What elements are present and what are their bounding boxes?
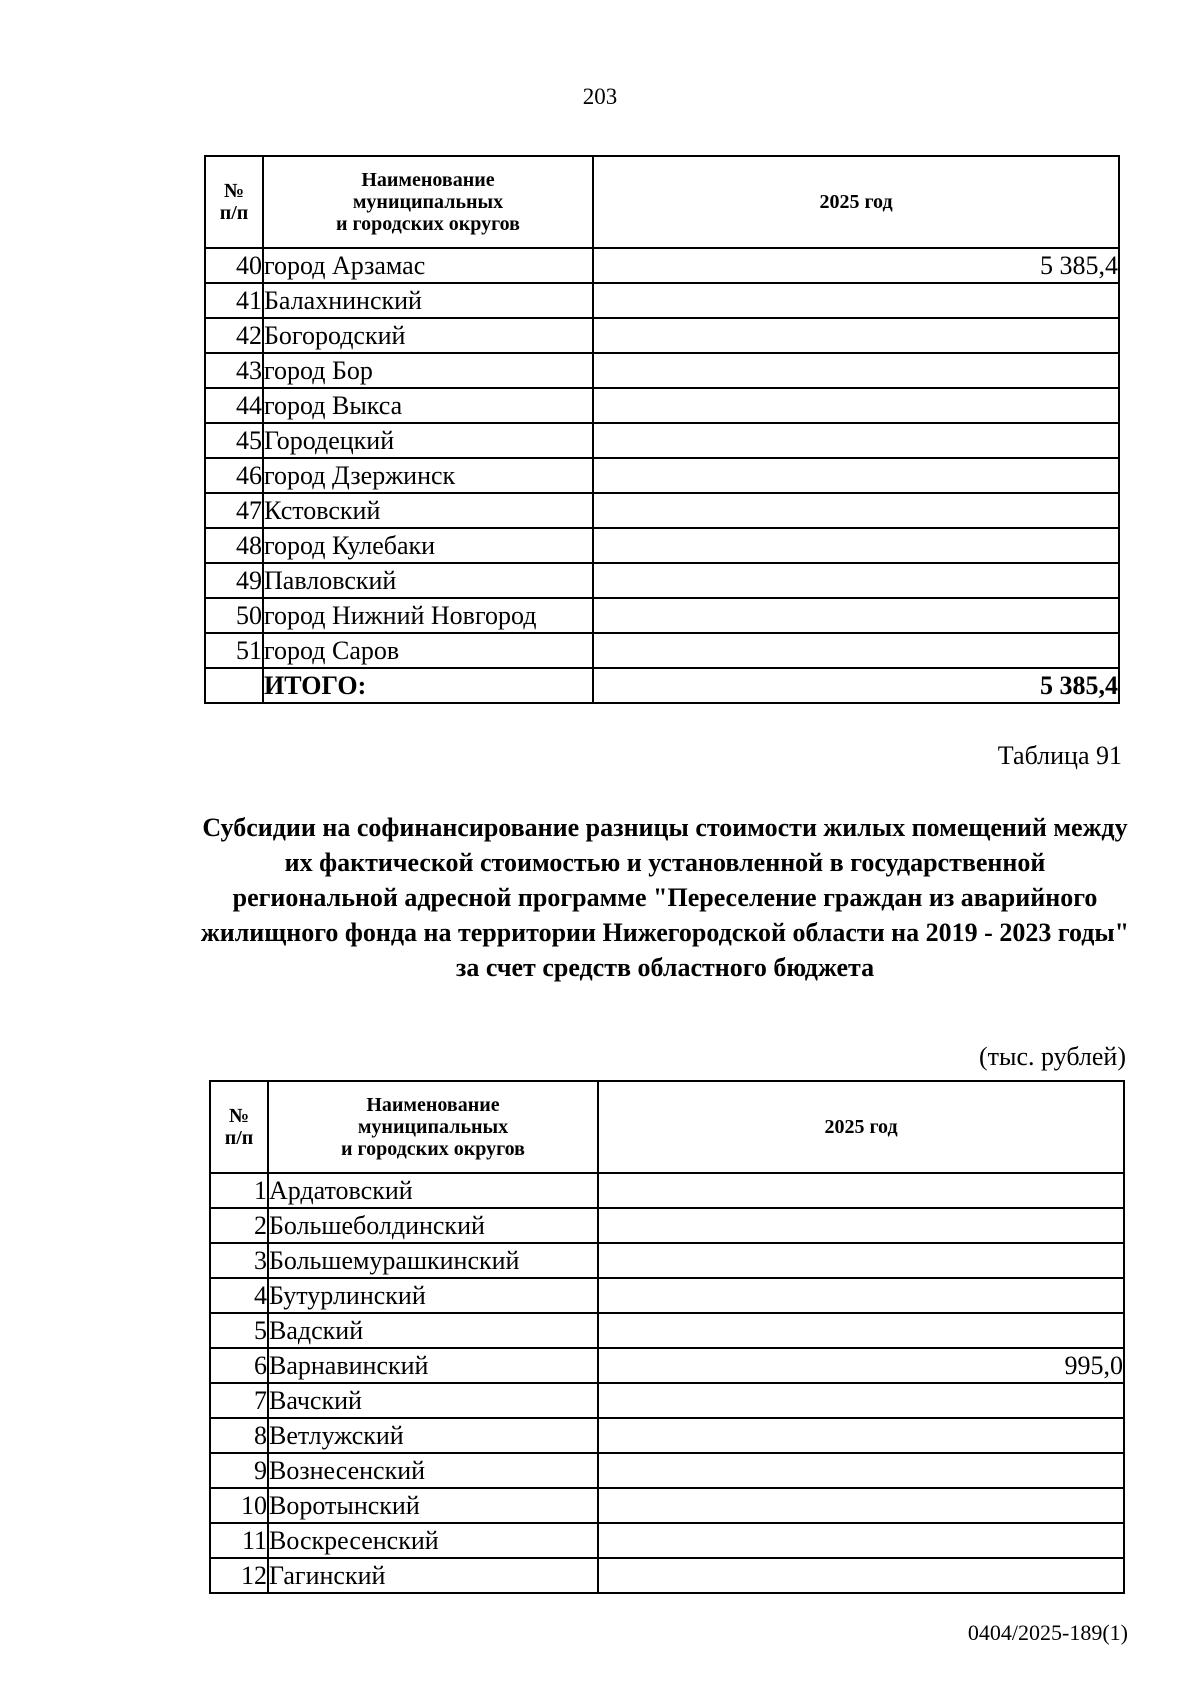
row-value xyxy=(598,1208,1124,1243)
row-number: 9 xyxy=(210,1453,268,1488)
row-number: 10 xyxy=(210,1488,268,1523)
row-number: 50 xyxy=(205,598,263,633)
row-name: Вачский xyxy=(268,1383,598,1418)
row-name: Гагинский xyxy=(268,1558,598,1593)
table-row xyxy=(205,633,1119,668)
row-value xyxy=(593,423,1119,458)
row-value xyxy=(598,1488,1124,1523)
row-name: Балахнинский xyxy=(263,283,593,318)
row-name: Варнавинский xyxy=(268,1348,598,1383)
row-number: 42 xyxy=(205,318,263,353)
row-number: 49 xyxy=(205,563,263,598)
table-2 xyxy=(209,1080,1125,1594)
table-row xyxy=(210,1313,1124,1348)
table-label: Таблица 91 xyxy=(997,741,1122,770)
row-value xyxy=(598,1313,1124,1348)
row-value xyxy=(598,1173,1124,1208)
header-year: 2025 год xyxy=(598,1081,1124,1173)
table-row xyxy=(210,1243,1124,1278)
header-number: № п/п xyxy=(205,156,263,248)
table-row xyxy=(205,493,1119,528)
row-number: 12 xyxy=(210,1558,268,1593)
table-row xyxy=(205,563,1119,598)
row-value xyxy=(593,283,1119,318)
row-name: Большемурашкинский xyxy=(268,1243,598,1278)
row-number: 51 xyxy=(205,633,263,668)
row-number: 2 xyxy=(210,1208,268,1243)
row-number: 1 xyxy=(210,1173,268,1208)
row-name: город Кулебаки xyxy=(263,528,593,563)
row-name: Бутурлинский xyxy=(268,1278,598,1313)
header-name: Наименование муниципальных и городских округов xyxy=(268,1081,598,1173)
row-name: город Арзамас xyxy=(263,248,593,283)
table-2-body xyxy=(210,1081,1124,1593)
row-value xyxy=(598,1558,1124,1593)
table-row xyxy=(210,1278,1124,1313)
row-value xyxy=(593,528,1119,563)
row-number: 4 xyxy=(210,1278,268,1313)
table-row xyxy=(210,1523,1124,1558)
row-value xyxy=(598,1383,1124,1418)
table-row xyxy=(210,1208,1124,1243)
row-name: Кстовский xyxy=(263,493,593,528)
row-number: 45 xyxy=(205,423,263,458)
row-name: Вознесенский xyxy=(268,1453,598,1488)
total-row xyxy=(205,668,1119,703)
row-number: 5 xyxy=(210,1313,268,1348)
page-number: 203 xyxy=(582,84,618,109)
row-value: 5 385,4 xyxy=(593,248,1119,283)
row-value xyxy=(593,598,1119,633)
row-number: 3 xyxy=(210,1243,268,1278)
row-number: 40 xyxy=(205,248,263,283)
row-value xyxy=(593,388,1119,423)
row-number: 8 xyxy=(210,1418,268,1453)
table-row xyxy=(210,1453,1124,1488)
table-row xyxy=(205,423,1119,458)
table-2-header-row xyxy=(210,1081,1124,1173)
row-number: 41 xyxy=(205,283,263,318)
table-row xyxy=(205,283,1119,318)
table-title: Субсидии на софинансирование разницы стоимости жилых помещений между их фактической стоимостью и установленной в государственной региональной адресной программе "Переселение граждан из аварийного жилищного фонда на территории Нижегородской области на 2019 - 2023 годы" за счет средств областного бюджета xyxy=(200,813,1130,982)
row-number: 6 xyxy=(210,1348,268,1383)
table-row xyxy=(210,1488,1124,1523)
row-name: Павловский xyxy=(263,563,593,598)
table-row xyxy=(205,598,1119,633)
table-row xyxy=(205,458,1119,493)
row-name: Городецкий xyxy=(263,423,593,458)
document-code: 0404/2025-189(1) xyxy=(967,1620,1128,1645)
row-number: 11 xyxy=(210,1523,268,1558)
table-1-body xyxy=(205,156,1119,703)
row-name: город Выкса xyxy=(263,388,593,423)
row-number: 46 xyxy=(205,458,263,493)
row-value xyxy=(593,458,1119,493)
table-row xyxy=(205,353,1119,388)
row-name: Воротынский xyxy=(268,1488,598,1523)
table-row xyxy=(210,1418,1124,1453)
table-row xyxy=(205,248,1119,283)
row-name: Вадский xyxy=(268,1313,598,1348)
row-number: 7 xyxy=(210,1383,268,1418)
row-name: город Нижний Новгород xyxy=(263,598,593,633)
units-label: (тыс. рублей) xyxy=(978,1042,1126,1071)
row-value xyxy=(593,633,1119,668)
row-value: 995,0 xyxy=(598,1348,1124,1383)
table-1-header-row xyxy=(205,156,1119,248)
table-row xyxy=(205,528,1119,563)
table-row xyxy=(210,1383,1124,1418)
row-name: Богородский xyxy=(263,318,593,353)
row-value xyxy=(593,353,1119,388)
row-name: город Дзержинск xyxy=(263,458,593,493)
header-year: 2025 год xyxy=(593,156,1119,248)
total-label: ИТОГО: xyxy=(263,668,593,703)
row-value xyxy=(598,1453,1124,1488)
row-name: Ардатовский xyxy=(268,1173,598,1208)
row-name: город Саров xyxy=(263,633,593,668)
row-value xyxy=(598,1523,1124,1558)
row-value xyxy=(598,1278,1124,1313)
table-row xyxy=(210,1348,1124,1383)
row-value xyxy=(598,1418,1124,1453)
row-value xyxy=(598,1243,1124,1278)
total-value: 5 385,4 xyxy=(593,668,1119,703)
row-name: Воскресенский xyxy=(268,1523,598,1558)
row-name: город Бор xyxy=(263,353,593,388)
row-value xyxy=(593,318,1119,353)
table-1 xyxy=(204,155,1120,704)
header-name: Наименование муниципальных и городских округов xyxy=(263,156,593,248)
table-row xyxy=(205,318,1119,353)
total-number-cell xyxy=(205,668,263,703)
row-name: Ветлужский xyxy=(268,1418,598,1453)
table-row xyxy=(205,388,1119,423)
row-value xyxy=(593,563,1119,598)
row-number: 43 xyxy=(205,353,263,388)
table-row xyxy=(210,1173,1124,1208)
header-number: № п/п xyxy=(210,1081,268,1173)
table-row xyxy=(210,1558,1124,1593)
row-number: 48 xyxy=(205,528,263,563)
row-number: 47 xyxy=(205,493,263,528)
row-name: Большеболдинский xyxy=(268,1208,598,1243)
row-value xyxy=(593,493,1119,528)
row-number: 44 xyxy=(205,388,263,423)
